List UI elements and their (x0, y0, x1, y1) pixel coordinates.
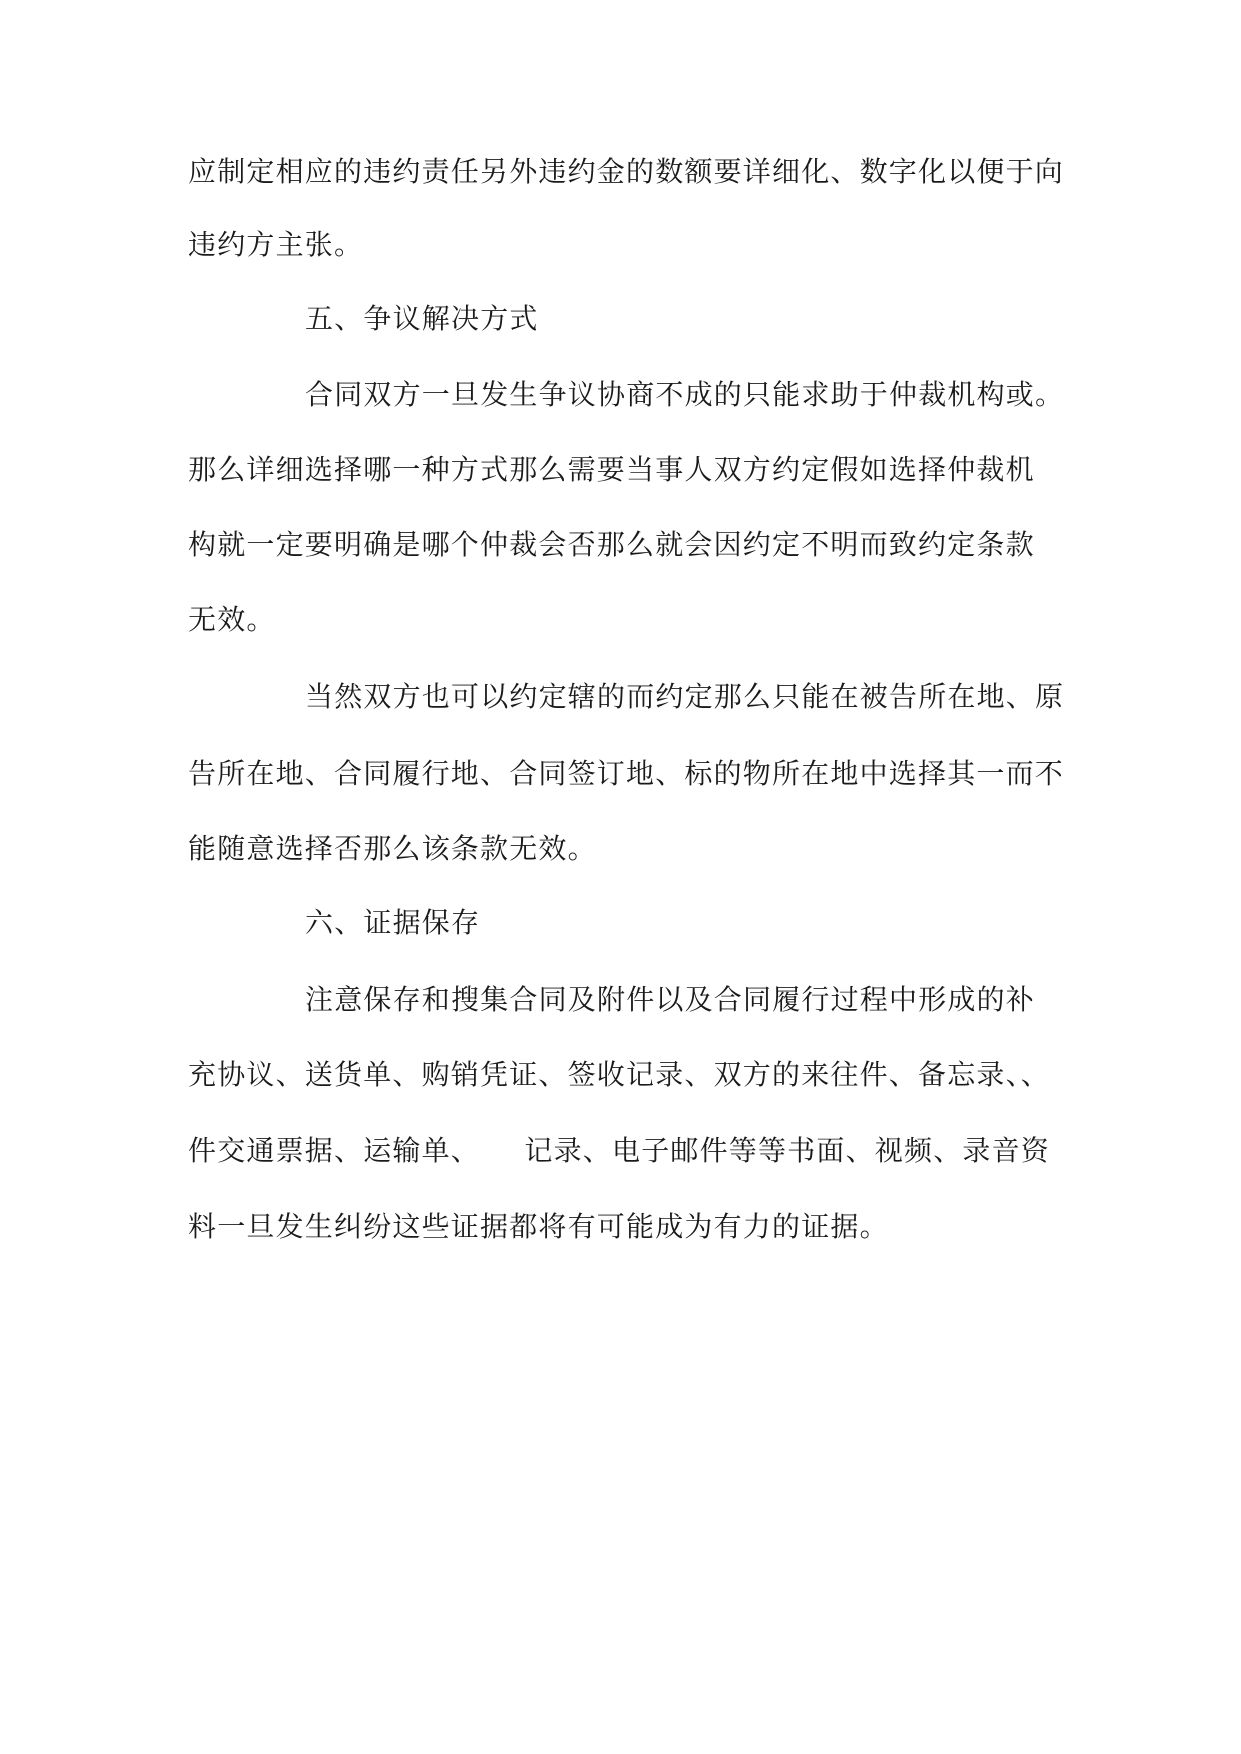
paragraph-line: 合同双方一旦发生争议协商不成的只能求助于仲裁机构或。 (305, 378, 1065, 411)
paragraph-line: 违约方主张。 (188, 228, 364, 261)
paragraph-line: 无效。 (188, 603, 276, 636)
section-heading: 六、证据保存 (305, 906, 481, 939)
paragraph-line: 料一旦发生纠纷这些证据都将有可能成为有力的证据。 (188, 1210, 889, 1243)
paragraph-line: 那么详细选择哪一种方式那么需要当事人双方约定假如选择仲裁机 (188, 453, 1035, 486)
paragraph-line: 能随意选择否那么该条款无效。 (188, 832, 597, 865)
paragraph-line: 充协议、送货单、购销凭证、签收记录、双方的来往件、备忘录、、 (188, 1058, 1051, 1091)
paragraph-line: 注意保存和搜集合同及附件以及合同履行过程中形成的补 (305, 983, 1036, 1016)
paragraph-line: 应制定相应的违约责任另外违约金的数额要详细化、数字化以便于向 (188, 155, 1065, 188)
paragraph-line: 告所在地、合同履行地、合同签订地、标的物所在地中选择其一而不 (188, 757, 1065, 790)
paragraph-line: 件交通票据、运输单、 记录、电子邮件等等书面、视频、录音资 (188, 1134, 1051, 1167)
paragraph-line: 当然双方也可以约定辖的而约定那么只能在被告所在地、原 (305, 680, 1065, 713)
paragraph-line: 构就一定要明确是哪个仲裁会否那么就会因约定不明而致约定条款 (188, 528, 1035, 561)
section-heading: 五、争议解决方式 (305, 302, 539, 335)
